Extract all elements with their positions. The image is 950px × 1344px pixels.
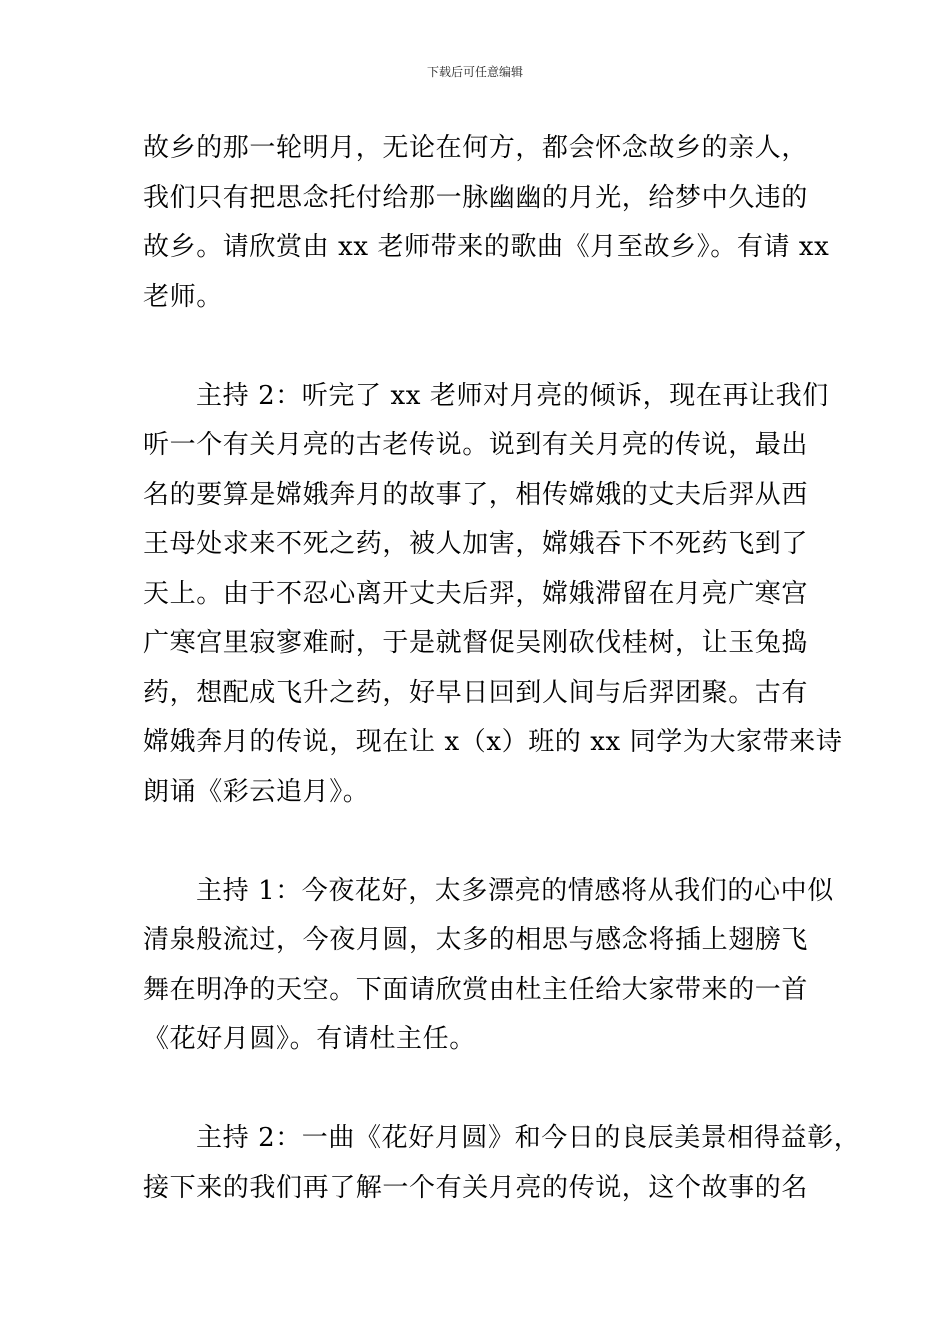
paragraph-2 [143, 372, 843, 818]
text-line: 我们只有把思念托付给那一脉幽幽的月光，给梦中久违的 [143, 182, 809, 213]
text-line: 王母处求来不死之药，被人加害，嫦娥吞下不死药飞到了 [143, 529, 809, 559]
text-line: 药，想配成飞升之药，好早日回到人间与后羿团聚。古有 [143, 677, 809, 708]
paragraph-gap [143, 817, 815, 867]
paragraph-4 [143, 1114, 861, 1213]
document-body [143, 124, 861, 1213]
text-line: 天上。由于不忍心离开丈夫后羿，嫦娥滞留在月亮广寒宫 [143, 578, 809, 609]
text-line: 《花好月圆》。有请杜主任。 [143, 1024, 476, 1054]
text-line: 主持 2：一曲《花好月圆》和今日的良辰美景相得益彰， [196, 1123, 861, 1153]
text-line: 主持 1：今夜花好，太多漂亮的情感将从我们的心中似 [196, 875, 834, 906]
text-line: 嫦娥奔月的传说，现在让 x（x）班的 xx 同学为大家带来诗 [143, 727, 843, 757]
paragraph-1 [143, 124, 830, 322]
text-line: 朗诵《彩云追月》。 [143, 776, 370, 807]
text-line: 清泉般流过，今夜月圆，太多的相思与感念将插上翅膀飞 [143, 925, 809, 955]
text-line: 名的要算是嫦娥奔月的故事了，相传嫦娥的丈夫后羿从西 [143, 479, 809, 510]
text-line: 主持 2：听完了 xx 老师对月亮的倾诉，现在再让我们 [196, 380, 829, 411]
paragraph-3 [143, 867, 834, 1065]
page-header: 下载后可任意编辑 [426, 65, 523, 79]
text-line: 故乡的那一轮明月，无论在何方，都会怀念故乡的亲人， [143, 133, 809, 163]
text-line: 故乡。请欣赏由 xx 老师带来的歌曲《月至故乡》。有请 xx [143, 232, 830, 262]
text-line: 广寒宫里寂寥难耐，于是就督促吴刚砍伐桂树，让玉兔捣 [143, 628, 809, 658]
paragraph-gap [143, 322, 815, 372]
text-line: 舞在明净的天空。下面请欣赏由杜主任给大家带来的一首 [143, 974, 809, 1005]
text-line: 听一个有关月亮的古老传说。说到有关月亮的传说，最出 [143, 430, 809, 460]
text-line: 老师。 [143, 281, 223, 312]
text-line: 接下来的我们再了解一个有关月亮的传说，这个故事的名 [143, 1172, 809, 1203]
paragraph-gap [143, 1065, 815, 1115]
